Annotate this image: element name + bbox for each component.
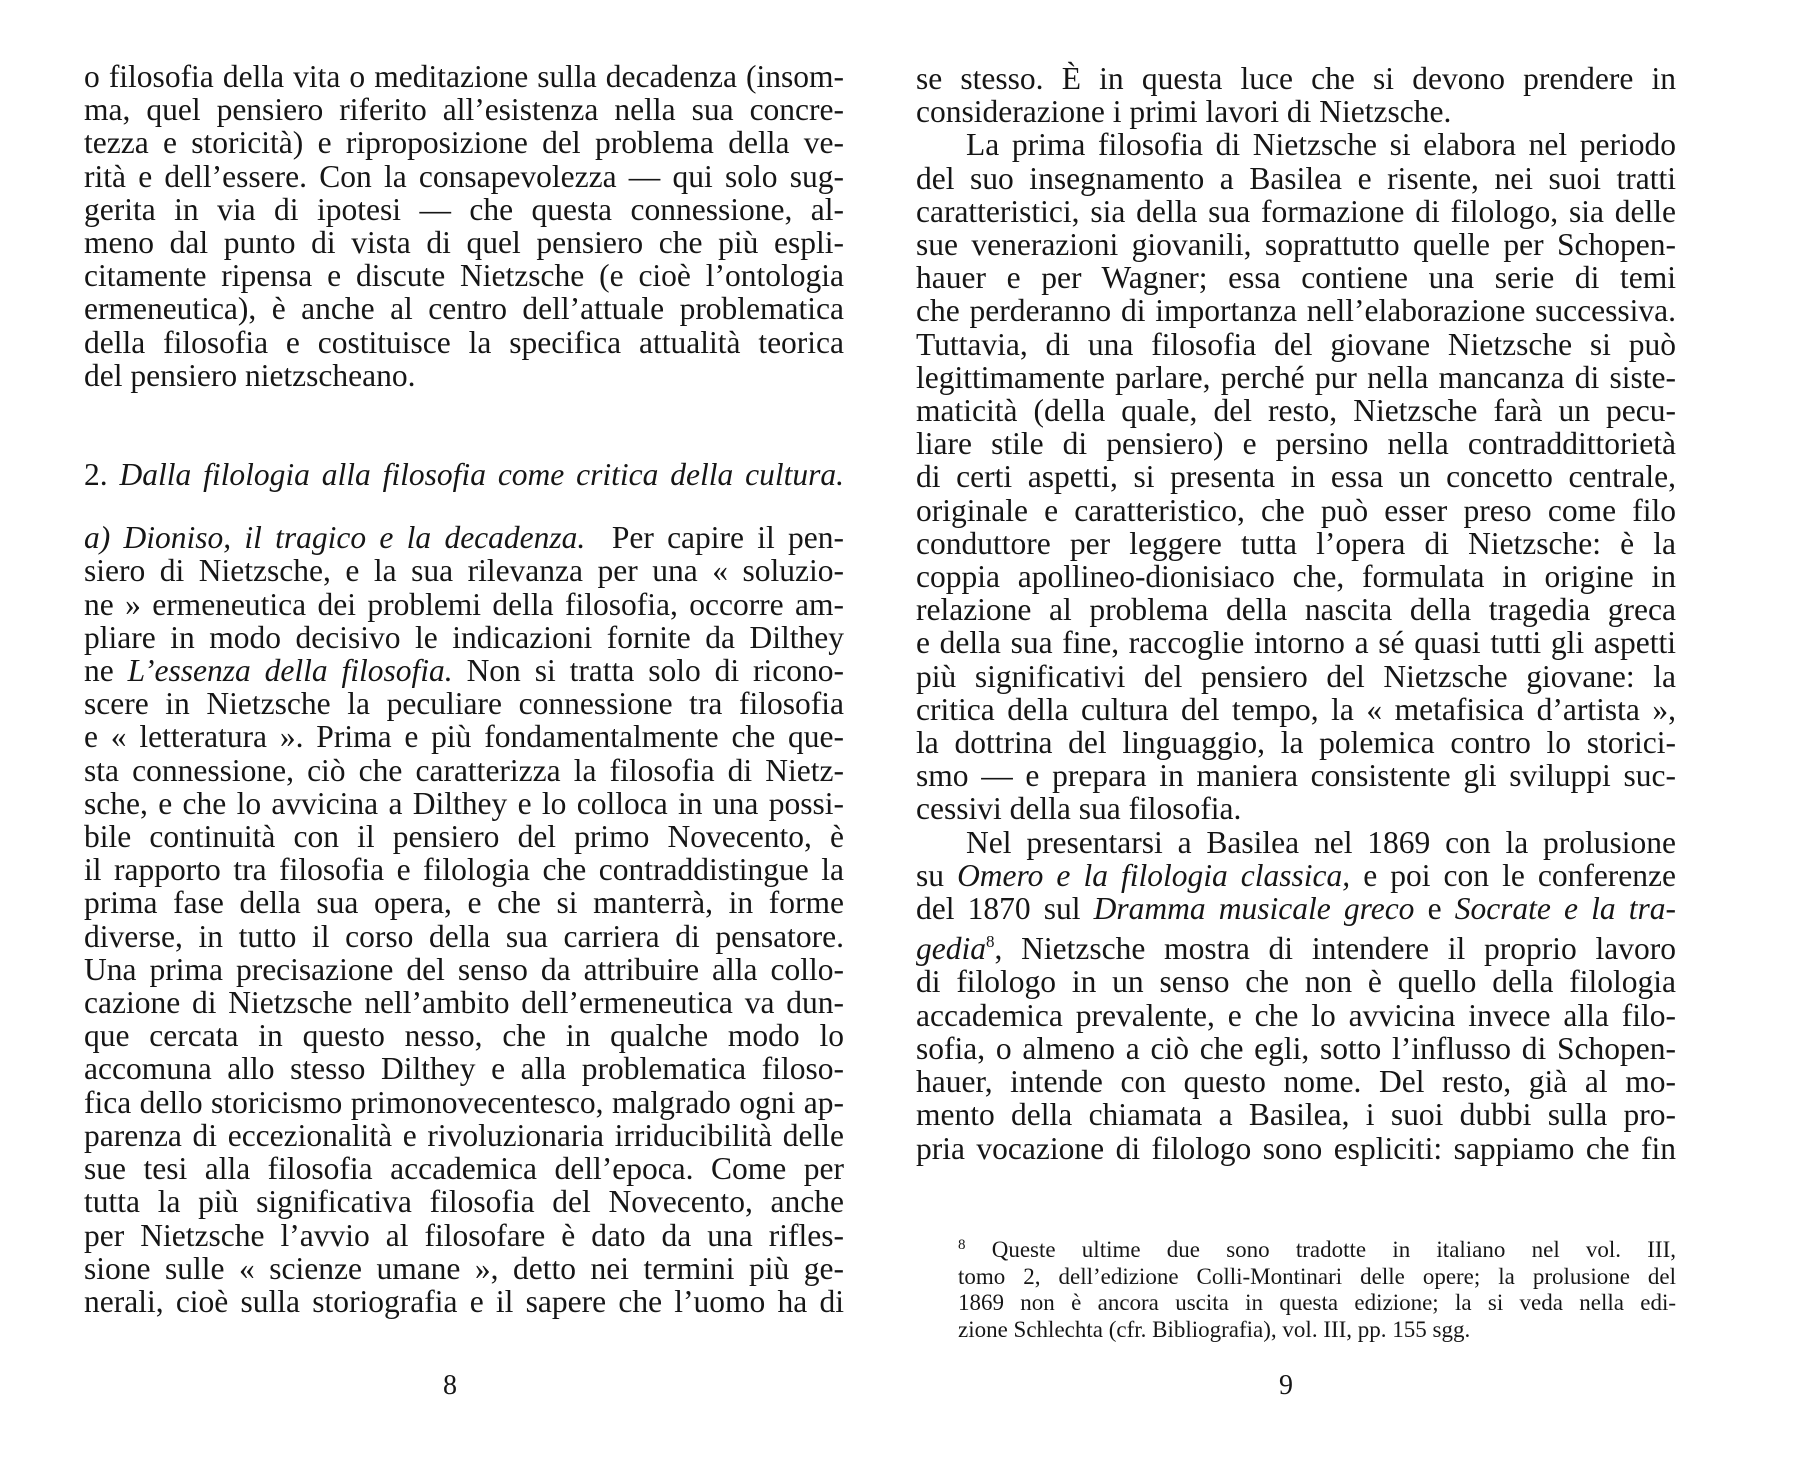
text-fragment: su bbox=[916, 857, 945, 893]
text-line: sta connessione, ciò che caratterizza la filosofia di Nietz- bbox=[84, 752, 844, 788]
right-paragraph-1 bbox=[916, 62, 1676, 128]
text-line: coppia apollineo-dionisiaco che, formulata in origine in bbox=[916, 559, 1676, 595]
text-line: gerita in via di ipotesi — che questa connessione, al- bbox=[84, 191, 844, 227]
text-line: parenza di eccezionalità e rivoluzionaria irriducibilità delle bbox=[84, 1117, 844, 1153]
text-line: La prima filosofia di Nietzsche si elabora nel periodo bbox=[966, 127, 1676, 163]
subsection-spacer bbox=[84, 491, 844, 521]
text-line bbox=[916, 859, 1676, 892]
text-line: considerazione i primi lavori di Nietzsche. bbox=[916, 94, 1452, 130]
text-line: liare stile di pensiero) e persino nella contraddittorietà bbox=[916, 426, 1676, 462]
text-line: pria vocazione di filologo sono espliciti: sappiamo che fin bbox=[916, 1130, 1676, 1166]
text-line: Tuttavia, di una filosofia del giovane Nietzsche si può bbox=[916, 326, 1676, 362]
right-paragraph-3 bbox=[916, 826, 1676, 1165]
text-fragment: , Nietzsche mostra di intendere il proprio lavoro bbox=[994, 931, 1676, 967]
text-line: sue tesi alla filosofia accademica dell’epoca. Come per bbox=[84, 1151, 844, 1187]
text-line: del suo insegnamento a Basilea e risente, nei suoi tratti bbox=[916, 160, 1676, 196]
text-line: conduttore per leggere tutta l’opera di Nietzsche: è la bbox=[916, 525, 1676, 561]
text-line bbox=[84, 654, 844, 687]
text-line: accademica prevalente, e che lo avvicina invece alla filo- bbox=[916, 997, 1676, 1033]
text-line: di certi aspetti, si presenta in essa un concetto centrale, bbox=[916, 459, 1676, 495]
text-line: e della sua fine, raccoglie intorno a sé quasi tutti gli aspetti bbox=[916, 625, 1676, 661]
text-line bbox=[916, 892, 1676, 925]
text-line: e « letteratura ». Prima e più fondamentalmente che que- bbox=[84, 719, 844, 755]
text-line: caratteristici, sia della sua formazione di filologo, sia delle bbox=[916, 193, 1676, 229]
text-line: bile continuità con il pensiero del primo Novecento, è bbox=[84, 819, 844, 855]
text-line: relazione al problema della nascita della tragedia greca bbox=[916, 592, 1676, 628]
text-line: meno dal punto di vista di quel pensiero che più espli- bbox=[84, 225, 844, 261]
text-line: que cercata in questo nesso, che in qualche modo lo bbox=[84, 1018, 844, 1054]
text-line: cazione di Nietzsche nell’ambito dell’ermeneutica va dun- bbox=[84, 985, 844, 1021]
text-line: di filologo in un senso che non è quello della filologia bbox=[916, 964, 1676, 1000]
text-line: sofia, o almeno a ciò che egli, sotto l’influsso di Schopen- bbox=[916, 1030, 1676, 1066]
right-page bbox=[898, 0, 1796, 1475]
footnote bbox=[958, 1232, 1676, 1343]
text-line: tutta la più significativa filosofia del Novecento, anche bbox=[84, 1184, 844, 1220]
text-line: se stesso. È in questa luce che si devono prendere in bbox=[916, 61, 1676, 96]
text-line: o filosofia della vita o meditazione sulla decadenza (insom- bbox=[84, 59, 844, 94]
section-number: 2. bbox=[84, 457, 108, 493]
text-line: ermeneutica), è anche al centro dell’attuale problematica bbox=[84, 291, 844, 327]
text-line: la dottrina del linguaggio, la polemica contro lo storici- bbox=[916, 725, 1676, 761]
footnote-line bbox=[958, 1232, 1676, 1264]
work-title: Socrate e la tra- bbox=[1454, 891, 1677, 927]
text-line: hauer e per Wagner; essa contiene una serie di temi bbox=[916, 260, 1676, 296]
text-fragment: Queste ultime due sono tradotte in italiano nel vol. III, bbox=[991, 1237, 1676, 1262]
text-line: critica della cultura del tempo, la « metafisica d’artista », bbox=[916, 691, 1676, 727]
text-fragment: Non si tratta solo di ricono- bbox=[466, 653, 844, 689]
text-line: scere in Nietzsche la peculiare connessione tra filosofia bbox=[84, 686, 844, 722]
right-text-column bbox=[916, 62, 1676, 1165]
text-line: Nel presentarsi a Basilea nel 1869 con la prolusione bbox=[966, 824, 1676, 860]
text-line: pliare in modo decisivo le indicazioni fornite da Dilthey bbox=[84, 619, 844, 655]
text-line: per Nietzsche l’avvio al filosofare è dato da una rifles- bbox=[84, 1217, 844, 1253]
text-line: sche, e che lo avvicina a Dilthey e lo colloca in una possi- bbox=[84, 785, 844, 821]
text-line: mento della chiamata a Basilea, i suoi dubbi sulla pro- bbox=[916, 1097, 1676, 1133]
right-paragraph-2 bbox=[916, 128, 1676, 825]
section-heading bbox=[84, 458, 844, 491]
text-line: siero di Nietzsche, e la sua rilevanza per una « soluzio- bbox=[84, 553, 844, 589]
text-line: rità e dell’essere. Con la consapevolezza — qui solo sug- bbox=[84, 158, 844, 194]
work-title: Omero e la filologia classica, bbox=[957, 857, 1351, 893]
footnote-line: 1869 non è ancora uscita in questa edizione; la si veda nella edi- bbox=[958, 1290, 1676, 1315]
footnote-line: tomo 2, dell’edizione Colli-Montinari delle opere; la prolusione del bbox=[958, 1263, 1676, 1289]
footnote-line: zione Schlechta (cfr. Bibliografia), vol. III, pp. 155 sgg. bbox=[958, 1316, 1471, 1342]
section-spacer bbox=[84, 392, 844, 458]
text-line: smo — e prepara in maniera consistente gli sviluppi suc- bbox=[916, 758, 1676, 794]
text-line: maticità (della quale, del resto, Nietzsche farà un pecu- bbox=[916, 393, 1676, 429]
text-line: fica dello storicismo primonovecentesco, malgrado ogni ap- bbox=[84, 1084, 844, 1120]
text-line: originale e caratteristico, che può esser preso come filo bbox=[916, 492, 1676, 528]
text-line: hauer, intende con questo nome. Del resto, già al mo- bbox=[916, 1064, 1676, 1100]
text-line: il rapporto tra filosofia e filologia che contraddistingue la bbox=[84, 852, 844, 888]
work-title: gedia bbox=[916, 931, 986, 967]
text-line: tezza e storicità) e riproposizione del problema della ve- bbox=[84, 125, 844, 161]
page-number: 8 bbox=[443, 1370, 457, 1401]
book-title: L’essenza della filosofia. bbox=[127, 653, 453, 689]
text-line: della filosofia e costituisce la specifica attualità teorica bbox=[84, 324, 844, 360]
text-fragment: e poi con le conferenze bbox=[1363, 857, 1676, 893]
text-line: sione sulle « scienze umane », detto nei termini più ge- bbox=[84, 1250, 844, 1286]
text-line bbox=[84, 521, 844, 554]
text-fragment: Per capire il pen- bbox=[611, 520, 845, 556]
footnote-reference[interactable]: 8 bbox=[985, 932, 995, 952]
section-title: Dalla filologia alla filosofia come critica della cultura. bbox=[119, 457, 845, 493]
text-line: legittimamente parlare, perché pur nella mancanza di siste- bbox=[916, 359, 1676, 395]
text-line: sue venerazioni giovanili, soprattutto quelle per Schopen- bbox=[916, 227, 1676, 263]
work-title: Dramma musicale greco bbox=[1093, 891, 1415, 927]
text-line: prima fase della sua opera, e che si manterrà, in forme bbox=[84, 885, 844, 921]
text-line: più significativi del pensiero del Nietzsche giovane: la bbox=[916, 658, 1676, 694]
text-line: ne » ermeneutica dei problemi della filosofia, occorre am- bbox=[84, 586, 844, 622]
text-line: del pensiero nietzscheano. bbox=[84, 357, 416, 393]
text-fragment: e bbox=[1427, 891, 1442, 927]
page-number: 9 bbox=[1279, 1370, 1293, 1401]
text-line: Una prima precisazione del senso da attribuire alla collo- bbox=[84, 951, 844, 987]
subsection-heading: a) Dioniso, il tragico e la decadenza. bbox=[84, 520, 586, 556]
text-line: cessivi della sua filosofia. bbox=[916, 791, 1242, 827]
text-fragment: del 1870 sul bbox=[916, 891, 1081, 927]
text-line: citamente ripensa e discute Nietzsche (e cioè l’ontologia bbox=[84, 258, 844, 294]
text-fragment: ne bbox=[84, 653, 114, 689]
left-paragraph-2 bbox=[84, 521, 844, 1318]
text-line: ma, quel pensiero riferito all’esistenza nella sua concre- bbox=[84, 92, 844, 128]
left-text-column bbox=[84, 60, 844, 1318]
text-line bbox=[916, 925, 1676, 965]
footnote-number: 8 bbox=[958, 1237, 966, 1253]
left-paragraph-1 bbox=[84, 60, 844, 392]
text-line: accomuna allo stesso Dilthey e alla problematica filoso- bbox=[84, 1051, 844, 1087]
text-line: diverse, in tutto il corso della sua carriera di pensatore. bbox=[84, 918, 844, 954]
text-line: nerali, cioè sulla storiografia e il sapere che l’uomo ha di bbox=[84, 1283, 844, 1319]
text-line: che perderanno di importanza nell’elaborazione successiva. bbox=[916, 293, 1676, 329]
